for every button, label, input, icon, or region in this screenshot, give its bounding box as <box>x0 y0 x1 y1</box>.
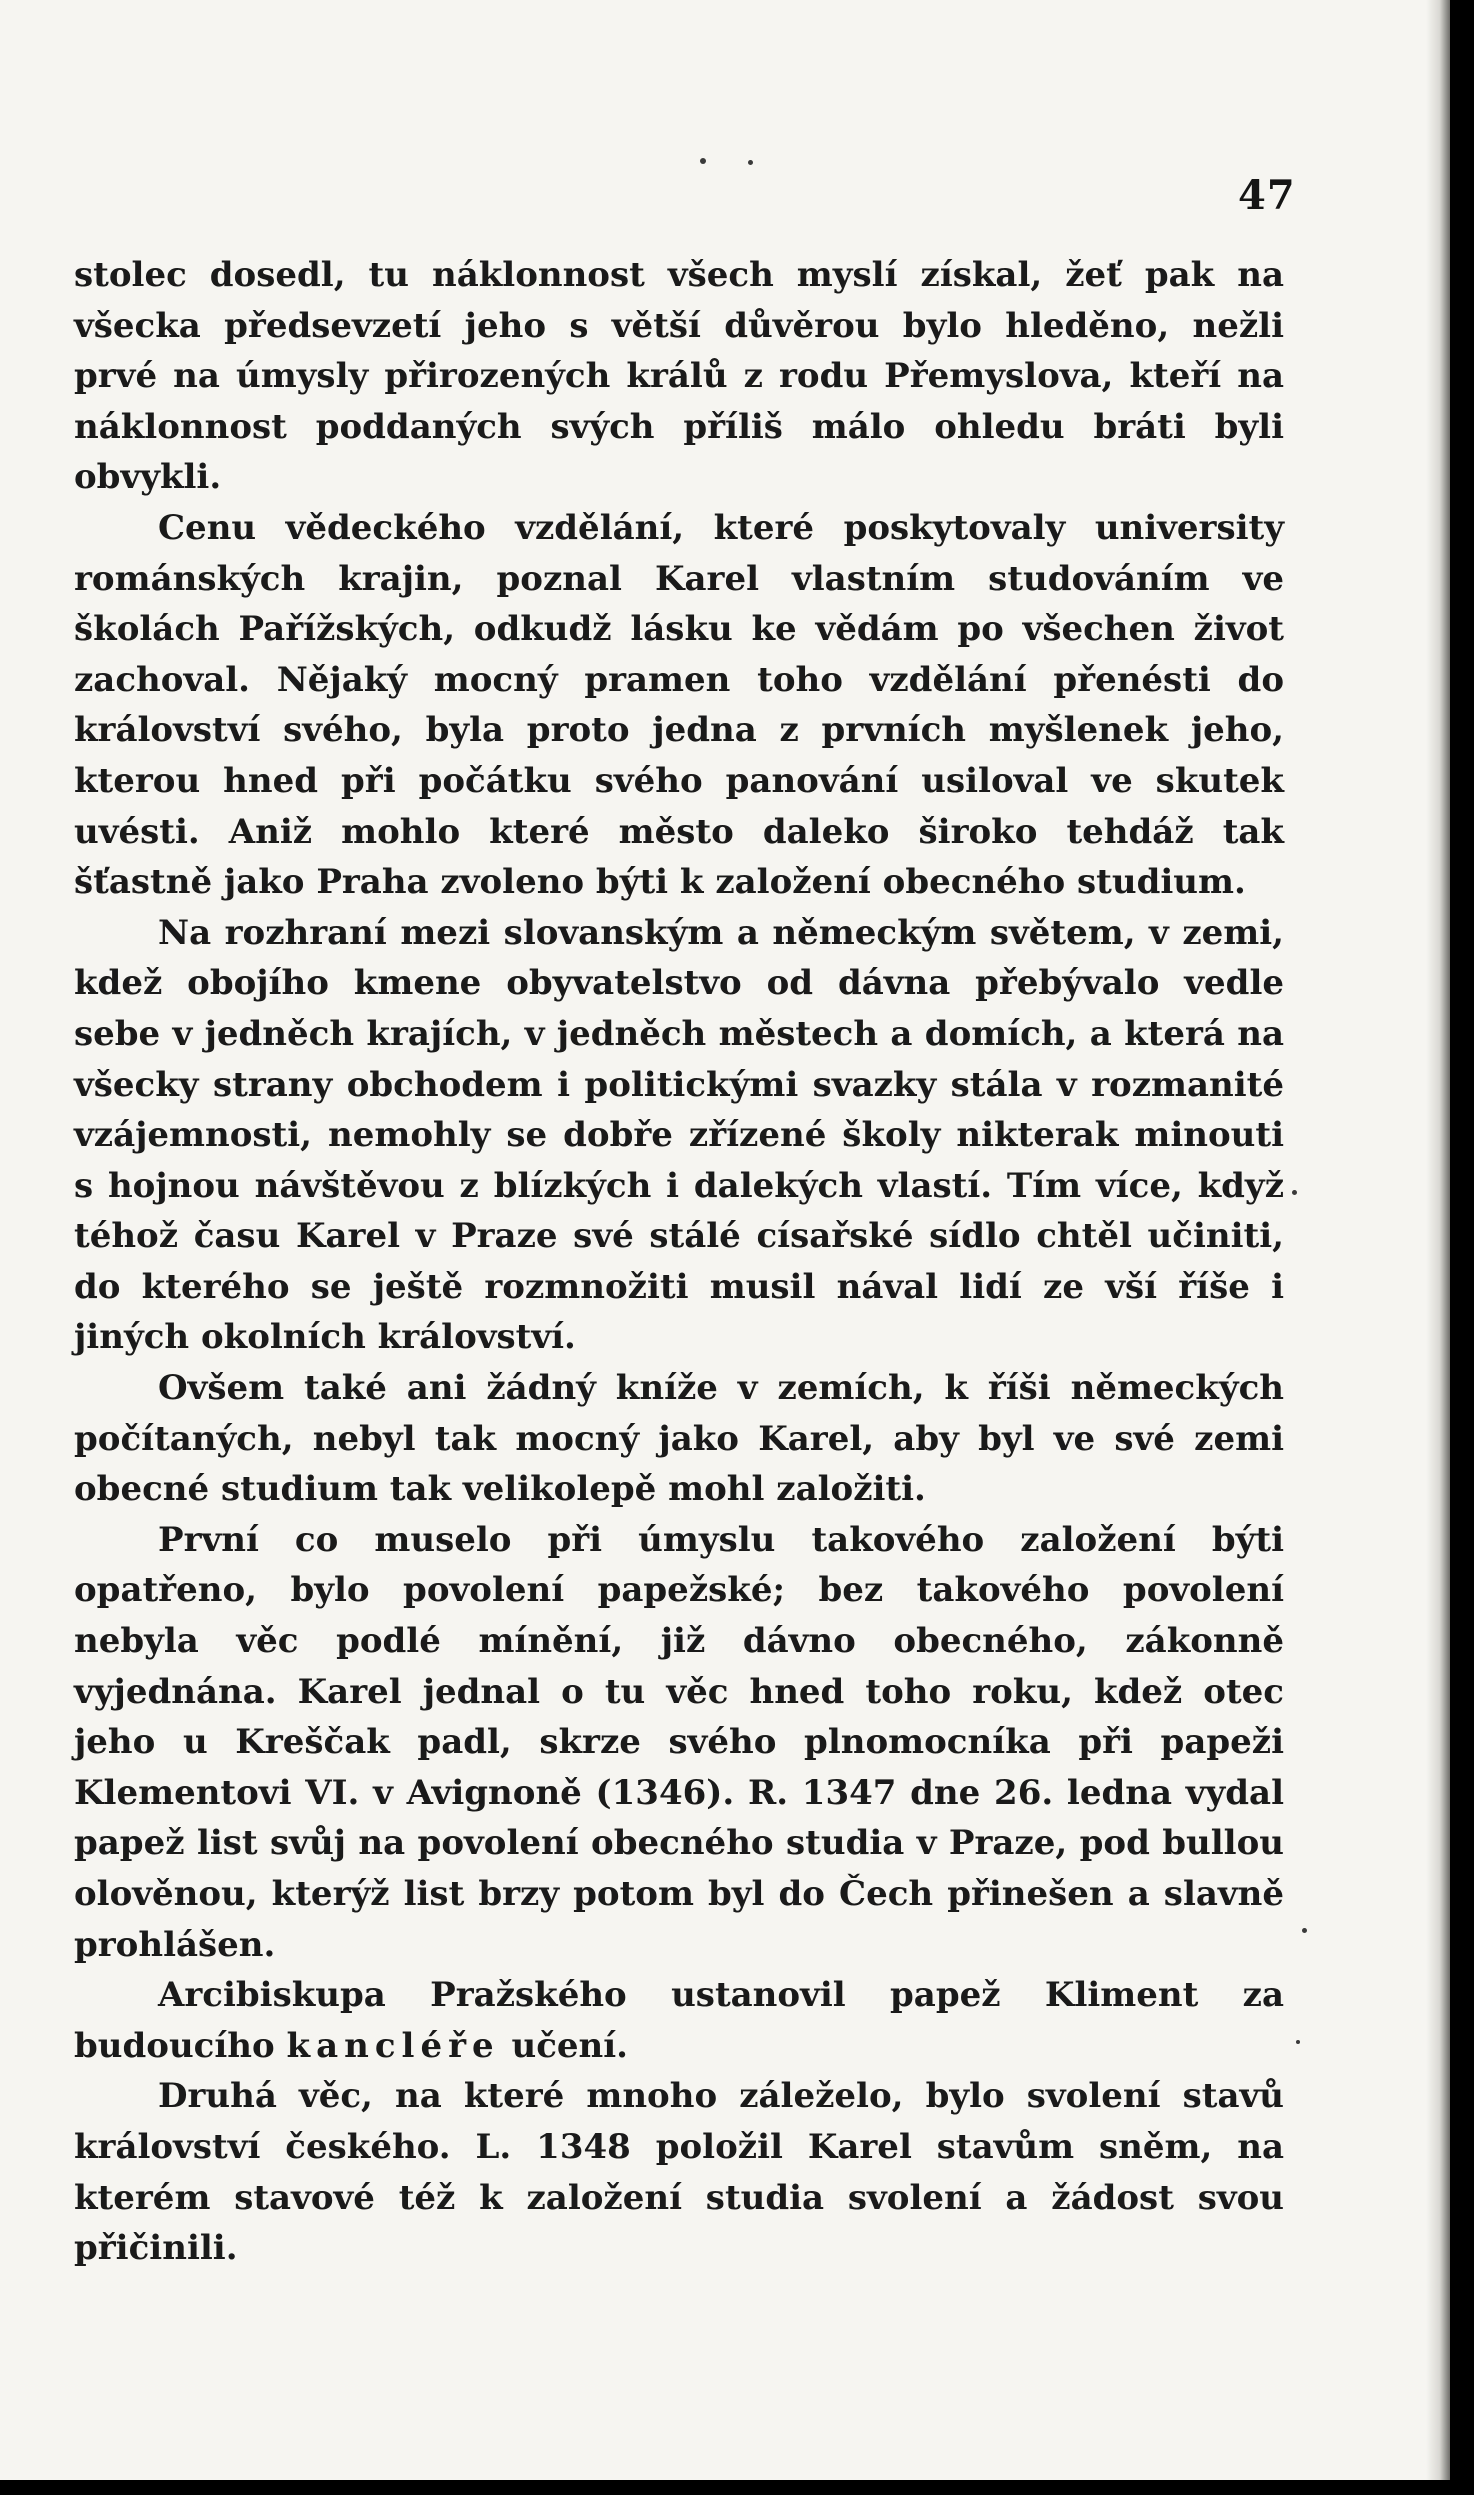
body-text <box>74 250 1284 2274</box>
paragraph-6-text-before: Arcibiskupa Pražského ustanovil papež Kliment za budoucího <box>74 1975 1284 2066</box>
paragraph-4: Ovšem také ani žádný kníže v zemích, k říši německých počítaných, nebyl tak mocný jako Karel, aby byl ve své zemi obecné studium tak velikolepě mohl založiti. <box>74 1368 1284 1510</box>
speck <box>700 158 706 164</box>
speck <box>1292 1190 1297 1195</box>
paragraph-6 <box>74 1970 1284 2071</box>
paragraph-6-text-after: učení. <box>499 2025 629 2066</box>
paragraph-3: Na rozhraní mezi slovanským a německým světem, v zemi, kdež obojího kmene obyvatelstvo od dávna přebývalo vedle sebe v jedněch krajích, v jedněch městech a domích, a která na všecky strany obchodem i politickými svazky stála v rozmanité vzájemnosti, nemohly se dobře zřízené školy nikterak minouti s hojnou návštěvou z blízkých i dalekých vlastí. Tím více, když téhož času Karel v Praze své stálé císařské sídlo chtěl učiniti, do kterého se ještě rozmnožiti musil nával lidí ze vší říše i jiných okolních království. <box>74 912 1284 1358</box>
page-edge-shadow <box>1426 0 1450 2480</box>
page-number: 47 <box>1238 172 1296 219</box>
speck <box>748 160 753 165</box>
paragraph-6-emphasis: kancléře <box>286 2025 500 2066</box>
paragraph-5: První co muselo při úmyslu takového založení býti opatřeno, bylo povolení papežské; bez takového povolení nebyla věc podlé mínění, již dávno obecného, zákonně vyjednána. Karel jednal o tu věc hned toho roku, kdež otec jeho u Kreščak padl, skrze svého plnomocníka při papeži Klementovi VI. v Avignoně (1346). R. 1347 dne 26. ledna vydal papež list svůj na povolení obecného studia v Praze, pod bullou olověnou, kterýž list brzy potom byl do Čech přinešen a slavně prohlášen. <box>74 1519 1284 1965</box>
paragraph-2: Cenu vědeckého vzdělání, které poskytovaly university románských krajin, poznal Karel vlastním studováním ve školách Pařížských, odkudž lásku ke vědám po všechen život zachoval. Nějaký mocný pramen toho vzdělání přenésti do království svého, byla proto jedna z prvních myšlenek jeho, kterou hned při počátku svého panování usiloval ve skutek uvésti. Aniž mohlo které město daleko široko tehdáž tak šťastně jako Praha zvoleno býti k založení obecného studium. <box>74 507 1284 903</box>
paragraph-7: Druhá věc, na které mnoho záleželo, bylo svolení stavů království českého. L. 1348 položil Karel stavům sněm, na kterém stavové též k založení studia svolení a žádost svou přičinili. <box>74 2076 1284 2269</box>
paragraph-1: stolec dosedl, tu náklonnost všech myslí získal, žeť pak na všecka předsevzetí jeho s větší důvěrou bylo hleděno, nežli prvé na úmysly přirozených králů z rodu Přemyslova, kteří na náklonnost poddaných svých příliš málo ohledu bráti byli obvykli. <box>74 255 1284 498</box>
speck <box>1296 2040 1300 2044</box>
speck <box>1302 1928 1307 1933</box>
